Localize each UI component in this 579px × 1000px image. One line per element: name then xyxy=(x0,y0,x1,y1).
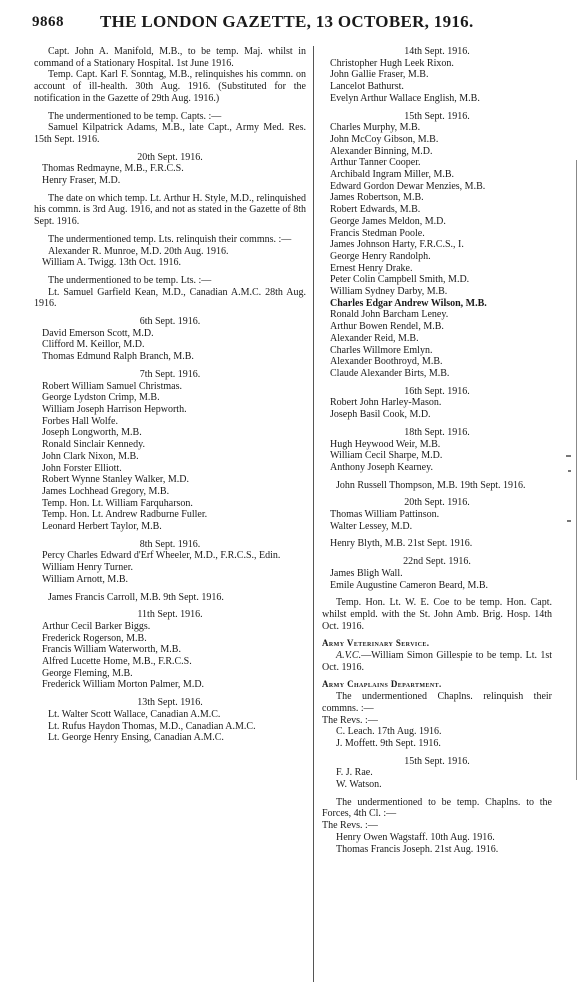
list-item: Archibald Ingram Miller, M.B. xyxy=(330,169,455,181)
list-item: James Lochhead Gregory, M.B. xyxy=(42,485,170,497)
list-item: Robert Edwards, M.B. xyxy=(330,204,421,216)
notice-wallace: Lt. Walter Scott Wallace, Canadian A.M.C. xyxy=(48,708,221,720)
list-item: Temp. Hon. Lt. Andrew Radburne Fuller. xyxy=(42,509,208,521)
list-item: William Sydney Darby, M.B. xyxy=(330,286,448,298)
list-item: Percy Charles Edward d'Erf Wheeler, M.D., F.R.C.S., Edin. xyxy=(42,550,281,562)
list-item: William Arnott, M.B. xyxy=(42,573,128,585)
revs-label: The Revs. :— xyxy=(322,820,378,832)
column-divider xyxy=(313,46,314,982)
notice-blyth: Henry Blyth, M.B. 21st Sept. 1916. xyxy=(330,538,473,550)
date-heading: 7th Sept. 1916. xyxy=(139,368,201,380)
list-item: George Henry Randolph. xyxy=(330,250,431,262)
relinquish-intro: The undermentioned temp. Lts. relinquish their commns. :— xyxy=(48,233,292,245)
list-item: Hugh Heywood Weir, M.B. xyxy=(330,438,441,450)
notice-thompson: John Russell Thompson, M.B. 19th Sept. 1916. xyxy=(336,479,526,491)
gazette-title: THE LONDON GAZETTE, 13 OCTOBER, 1916. xyxy=(100,12,474,31)
list-item: George Fleming, M.B. xyxy=(42,667,133,679)
date-heading: 20th Sept. 1916. xyxy=(404,497,470,509)
section-heading-chaplains: Army Chaplains Department. xyxy=(322,679,442,690)
avc-label: A.V.C. xyxy=(336,650,362,662)
list-item: Clifford M. Keillor, M.D. xyxy=(42,339,145,351)
list-item: C. Leach. 17th Aug. 1916. xyxy=(336,726,442,738)
chaplains-relinquish-intro: The undermentioned Chaplns. relinquish their commns. :— xyxy=(322,691,552,714)
date-heading: 14th Sept. 1916. xyxy=(404,46,470,57)
list-item: Henry Fraser, M.D. xyxy=(42,175,121,187)
list-item: Alexander Binning, M.D. xyxy=(330,145,433,157)
list-item: Ronald Sinclair Kennedy. xyxy=(42,439,145,451)
list-item: Forbes Hall Wolfe. xyxy=(42,415,118,427)
list-item: Frederick William Morton Palmer, M.D. xyxy=(42,679,205,691)
temp-lts-intro: The undermentioned to be temp. Lts. :— xyxy=(48,274,212,286)
list-item: Claude Alexander Birts, M.B. xyxy=(330,367,450,379)
scan-speck xyxy=(566,455,571,457)
list-item: Frederick Rogerson, M.B. xyxy=(42,632,147,644)
list-item: John Gallie Fraser, M.B. xyxy=(330,69,429,81)
notice-twigg: William A. Twigg. 13th Oct. 1916. xyxy=(42,257,181,269)
date-heading: 11th Sept. 1916. xyxy=(137,609,203,621)
notice-sonntag: Temp. Capt. Karl F. Sonntag, M.B., relinquishes his commn. on account of ill-health. 30th Aug. 1916. (Substituted for the notification in the Gazette of 29th Aug. 1916.) xyxy=(34,69,306,104)
list-item: Ernest Henry Drake. xyxy=(330,262,413,274)
temp-capts-intro: The undermentioned to be temp. Capts. :— xyxy=(48,110,222,122)
list-item: James Robertson, M.B. xyxy=(330,192,424,204)
list-item: Robert Wynne Stanley Walker, M.D. xyxy=(42,474,189,486)
list-item: Arthur Tanner Cooper. xyxy=(330,157,421,169)
list-item: Arthur Cecil Barker Biggs. xyxy=(42,620,151,632)
list-item: Christopher Hugh Leek Rixon. xyxy=(330,57,454,69)
list-item: Thomas Francis Joseph. 21st Aug. 1916. xyxy=(336,843,499,855)
notice-ensing: Lt. George Henry Ensing, Canadian A.M.C. xyxy=(48,732,224,744)
list-item: John Clark Nixon, M.B. xyxy=(42,450,139,462)
date-heading: 15th Sept. 1916. xyxy=(404,755,470,767)
list-item: William Joseph Harrison Hepworth. xyxy=(42,403,187,415)
list-item: Thomas Edmund Ralph Branch, M.B. xyxy=(42,351,194,363)
list-item: James Johnson Harty, F.R.C.S., I. xyxy=(330,239,464,251)
list-item: Leonard Herbert Taylor, M.B. xyxy=(42,521,162,533)
list-item: Charles Edgar Andrew Wilson, M.B. xyxy=(330,297,487,309)
notice-munroe: Alexander R. Munroe, M.D. 20th Aug. 1916. xyxy=(48,245,229,257)
date-heading: 22nd Sept. 1916. xyxy=(403,556,471,568)
date-heading: 8th Sept. 1916. xyxy=(139,538,201,550)
list-item: John Forster Elliott. xyxy=(42,462,122,474)
scan-edge-line xyxy=(576,160,577,780)
date-heading: 18th Sept. 1916. xyxy=(404,426,470,438)
list-item: Charles Murphy, M.B. xyxy=(330,122,421,134)
list-item: J. Moffett. 9th Sept. 1916. xyxy=(336,737,441,749)
revs-label: The Revs. :— xyxy=(322,714,378,726)
list-item: William Cecil Sharpe, M.D. xyxy=(330,450,443,462)
list-item: James Bligh Wall. xyxy=(330,567,403,579)
scan-speck xyxy=(568,470,571,472)
list-item: W. Watson. xyxy=(336,779,382,791)
list-item: William Henry Turner. xyxy=(42,562,133,574)
page-header xyxy=(0,0,579,40)
list-item: F. J. Rae. xyxy=(336,767,373,779)
notice-adams: Samuel Kilpatrick Adams, M.B., late Capt., Army Med. Res. 15th Sept. 1916. xyxy=(34,122,306,145)
notice-style: The date on which temp. Lt. Arthur H. Style, M.D., relinquished his commn. is 3rd Aug. 1916, and not as stated in the Gazette of 8th Sept. 1916. xyxy=(34,192,306,228)
gillespie-text: —William Simon Gillespie to be temp. Lt. 1st Oct. 1916. xyxy=(322,650,552,673)
list-item: Charles Willmore Emlyn. xyxy=(330,344,433,356)
list-item: George Lydston Crimp, M.B. xyxy=(42,392,160,404)
right-column xyxy=(322,46,552,855)
list-item: George James Meldon, M.D. xyxy=(330,215,446,227)
list-item: Francis William Waterworth, M.B. xyxy=(42,644,181,656)
list-item: Lancelot Bathurst. xyxy=(330,81,404,93)
left-column xyxy=(34,46,306,744)
date-heading: 15th Sept. 1916. xyxy=(404,110,470,122)
notice-carroll: James Francis Carroll, M.B. 9th Sept. 1916. xyxy=(48,591,224,603)
list-item: Emile Augustine Cameron Beard, M.B. xyxy=(330,579,489,591)
list-item: Alexander Reid, M.B. xyxy=(330,332,419,344)
list-item: Robert William Samuel Christmas. xyxy=(42,380,182,392)
list-item: Anthony Joseph Kearney. xyxy=(330,461,433,473)
list-item: Peter Colin Campbell Smith, M.D. xyxy=(330,274,470,286)
notice-coe: Temp. Hon. Lt. W. E. Coe to be temp. Hon. Capt. whilst empld. with the St. John Amb. Brig. Hosp. 14th Oct. 1916. xyxy=(322,597,552,632)
list-item: Arthur Bowen Rendel, M.B. xyxy=(330,321,444,333)
list-item: Evelyn Arthur Wallace English, M.B. xyxy=(330,92,480,104)
date-heading: 6th Sept. 1916. xyxy=(139,316,201,328)
notice-manifold: Capt. John A. Manifold, M.B., to be temp. Maj. whilst in command of a Stationary Hospital. 1st June 1916. xyxy=(34,46,306,69)
date-heading: 16th Sept. 1916. xyxy=(404,385,470,397)
list-item: John McCoy Gibson, M.B. xyxy=(330,133,439,145)
page-number: 9868 xyxy=(32,14,64,30)
list-item: Walter Lessey, M.D. xyxy=(330,520,413,532)
list-item: Robert John Harley-Mason. xyxy=(330,397,442,409)
list-item: Ronald John Barcham Leney. xyxy=(330,309,449,321)
scan-speck xyxy=(567,520,571,522)
list-item: Thomas Redmayne, M.B., F.R.C.S. xyxy=(42,163,184,175)
list-item: Francis Stedman Poole. xyxy=(330,227,425,239)
notice-rufus-thomas: Lt. Rufus Haydon Thomas, M.D., Canadian A.M.C. xyxy=(48,720,256,732)
list-item: Joseph Longworth, M.B. xyxy=(42,427,142,439)
section-heading-veterinary: Army Veterinary Service. xyxy=(322,638,430,649)
notice-gillespie xyxy=(322,650,552,673)
list-item: Joseph Basil Cook, M.D. xyxy=(330,409,431,421)
list-item: Alfred Lucette Home, M.B., F.R.C.S. xyxy=(42,656,192,668)
date-heading: 20th Sept. 1916. xyxy=(137,151,203,163)
notice-kean: Lt. Samuel Garfield Kean, M.D., Canadian A.M.C. 28th Aug. 1916. xyxy=(34,286,306,310)
list-item: Thomas William Pattinson. xyxy=(330,509,440,521)
date-heading: 13th Sept. 1916. xyxy=(137,697,203,709)
list-item: Edward Gordon Dewar Menzies, M.B. xyxy=(330,180,486,192)
list-item: Temp. Hon. Lt. William Farquharson. xyxy=(42,497,193,509)
list-item: Alexander Boothroyd, M.B. xyxy=(330,356,443,368)
list-item: David Emerson Scott, M.D. xyxy=(42,327,154,339)
chaplains-temp-intro: The undermentioned to be temp. Chaplns. to the Forces, 4th Cl. :— xyxy=(322,796,552,820)
list-item: Henry Owen Wagstaff. 10th Aug. 1916. xyxy=(336,831,495,843)
